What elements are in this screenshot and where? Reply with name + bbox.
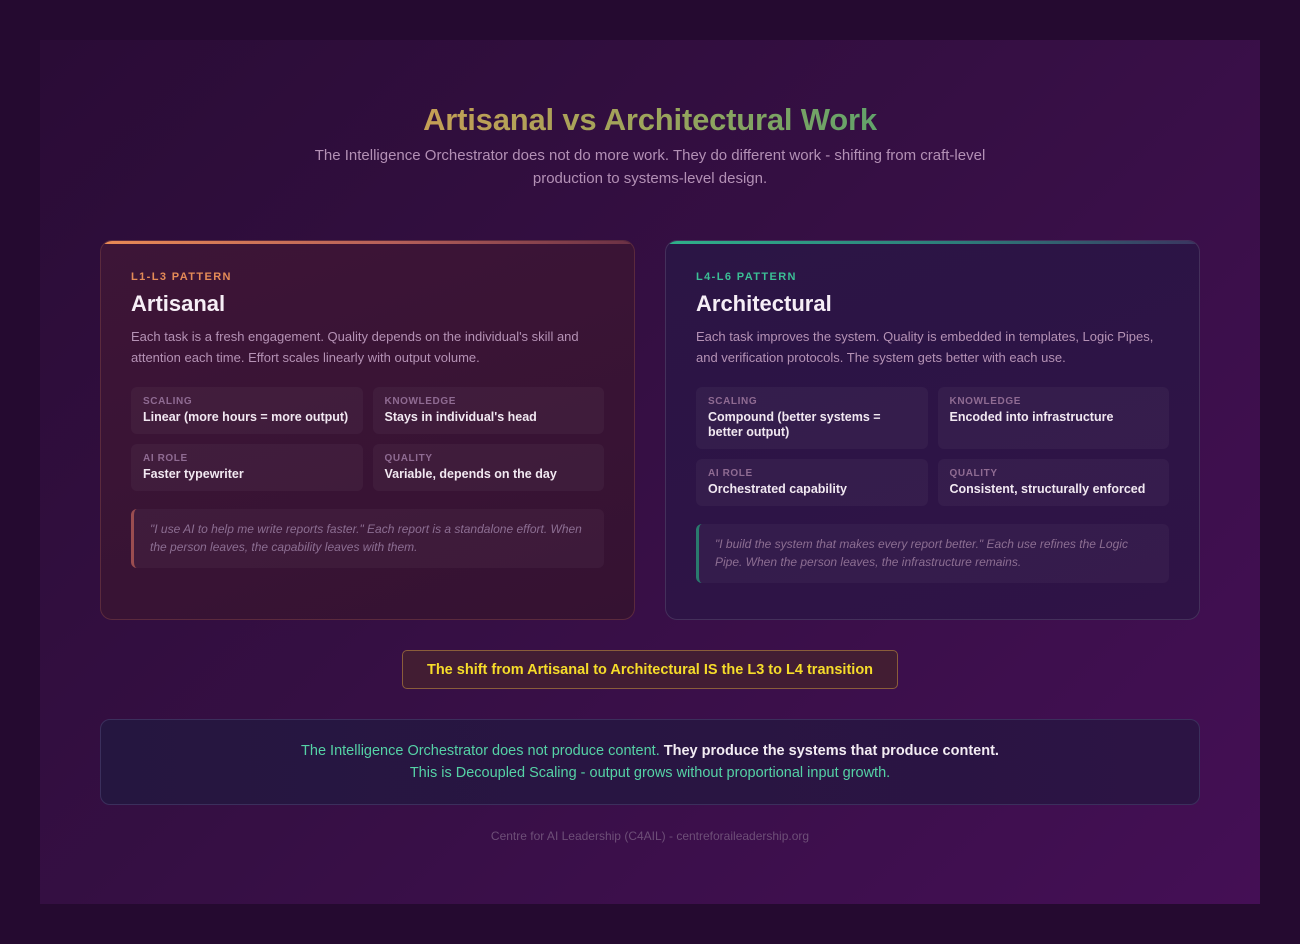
- attribute-quality: [938, 459, 1170, 506]
- attribute-label: KNOWLEDGE: [949, 396, 1022, 407]
- attribute-label: QUALITY: [384, 453, 433, 464]
- attribute-value: Linear (more hours = more output): [143, 410, 349, 424]
- attribute-label: KNOWLEDGE: [384, 396, 457, 407]
- card-title: Artisanal: [131, 291, 226, 316]
- attribute-scaling: [131, 387, 363, 434]
- attribute-knowledge: [938, 387, 1170, 449]
- attribute-value: Variable, depends on the day: [384, 467, 557, 481]
- card-title: Architectural: [696, 291, 832, 316]
- attribute-value: Encoded into infrastructure: [949, 410, 1114, 424]
- summary-line-1: [101, 740, 1199, 762]
- card-description: Each task improves the system. Quality is embedded in templates, Logic Pipes, and verification protocols. The system gets better with each use.: [696, 329, 1154, 365]
- page-title: Artisanal vs Architectural Work: [423, 102, 877, 137]
- card-description: Each task is a fresh engagement. Quality depends on the individual's skill and attention each time. Effort scales linearly with output volume.: [131, 329, 579, 365]
- footer-credit: Centre for AI Leadership (C4AIL) - centreforaileadership.org: [490, 829, 810, 843]
- attribute-value: Faster typewriter: [143, 467, 244, 481]
- attribute-scaling: [696, 387, 928, 449]
- artisanal-card: [100, 240, 635, 620]
- attribute-ai-role: [131, 444, 363, 491]
- attribute-knowledge: [373, 387, 605, 434]
- attribute-value: Consistent, structurally enforced: [949, 482, 1146, 496]
- card-accent-bar: [666, 241, 1199, 244]
- attribute-label: SCALING: [708, 396, 758, 407]
- summary-emphasis: They produce the systems that produce content.: [663, 743, 999, 759]
- attribute-ai-role: [696, 459, 928, 506]
- attribute-quality: [373, 444, 605, 491]
- architectural-card: [665, 240, 1200, 620]
- attribute-label: AI ROLE: [708, 468, 753, 479]
- attribute-value: Compound (better systems = better output): [708, 410, 881, 439]
- page-subtitle: The Intelligence Orchestrator does not do more work. They do different work - shifting from craft-level production to systems-level design.: [314, 147, 986, 187]
- summary-line-2: This is Decoupled Scaling - output grows without proportional input growth.: [409, 765, 891, 781]
- attribute-label: AI ROLE: [143, 453, 188, 464]
- card-quote: "I use AI to help me write reports faster." Each report is a standalone effort. When the person leaves, the capability leaves with them.: [131, 509, 604, 568]
- summary-lead: The Intelligence Orchestrator does not produce content.: [301, 743, 660, 759]
- transition-callout: The shift from Artisanal to Architectural IS the L3 to L4 transition: [402, 650, 898, 689]
- attribute-label: SCALING: [143, 396, 193, 407]
- card-accent-bar: [101, 241, 634, 244]
- attribute-grid: [696, 387, 1169, 506]
- attribute-label: QUALITY: [949, 468, 998, 479]
- attribute-grid: [131, 387, 604, 491]
- page-frame: [40, 40, 1260, 904]
- attribute-value: Orchestrated capability: [708, 482, 847, 496]
- summary-box: [100, 719, 1200, 805]
- card-quote: "I build the system that makes every report better." Each use refines the Logic Pipe. When the person leaves, the infrastructure remains.: [696, 524, 1169, 583]
- card-eyebrow: L1-L3 PATTERN: [131, 271, 232, 283]
- card-eyebrow: L4-L6 PATTERN: [696, 271, 797, 283]
- attribute-value: Stays in individual's head: [384, 410, 537, 424]
